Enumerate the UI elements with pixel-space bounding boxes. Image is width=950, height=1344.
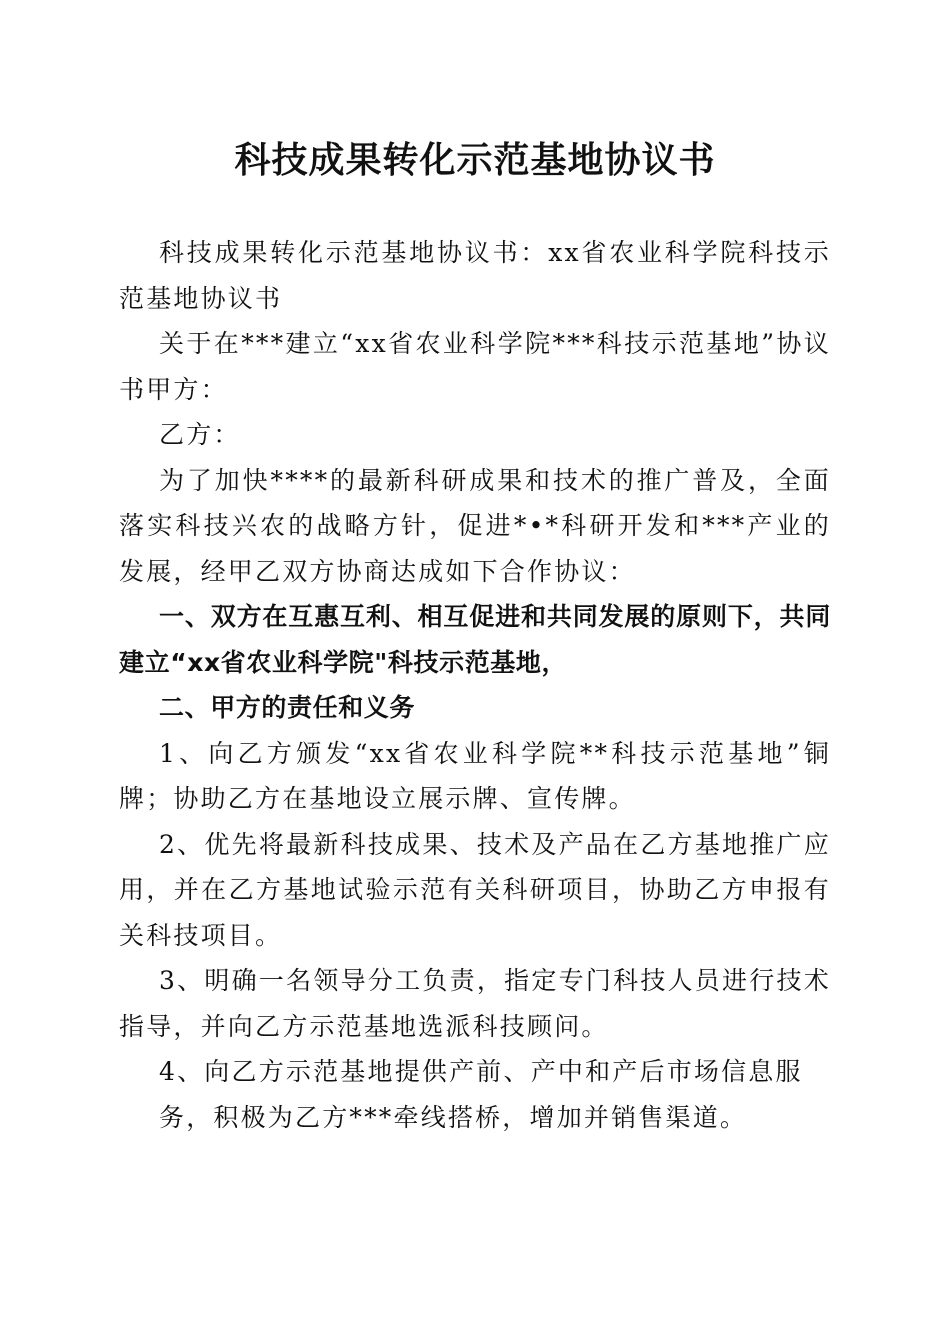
paragraph-intro: 科技成果转化示范基地协议书：xx省农业科学院科技示范基地协议书 [119,238,831,313]
document-body [119,230,831,1140]
clause-4-continuation: 务，积极为乙方***牵线搭桥，增加并销售渠道。 [159,1102,748,1132]
document-title: 科技成果转化示范基地协议书 [234,139,716,181]
section-one-heading: 一、双方在互惠互利、相互促进和共同发展的原则下，共同建立“xx省农业科学院"科技示范基地， [119,602,831,677]
clause-1: 1、向乙方颁发“xx省农业科学院**科技示范基地”铜牌；协助乙方在基地设立展示牌、宣传牌。 [119,738,831,813]
clause-4: 4、向乙方示范基地提供产前、产中和产后市场信息服 [159,1057,803,1086]
section-two-heading: 二、甲方的责任和义务 [159,693,416,722]
clause-3: 3、明确一名领导分工负责，指定专门科技人员进行技术指导，并向乙方示范基地选派科技顾问。 [119,966,831,1041]
paragraph-purpose: 为了加快****的最新科研成果和技术的推广普及，全面落实科技兴农的战略方针，促进*•*科研开发和***产业的发展，经甲乙双方协商达成如下合作协议： [119,465,831,586]
paragraph-party-b: 乙方： [159,420,241,449]
clause-2: 2、优先将最新科技成果、技术及产品在乙方基地推广应用，并在乙方基地试验示范有关科研项目，协助乙方申报有关科技项目。 [119,829,831,950]
paragraph-location: 关于在***建立“xx省农业科学院***科技示范基地”协议书甲方： [119,329,831,404]
